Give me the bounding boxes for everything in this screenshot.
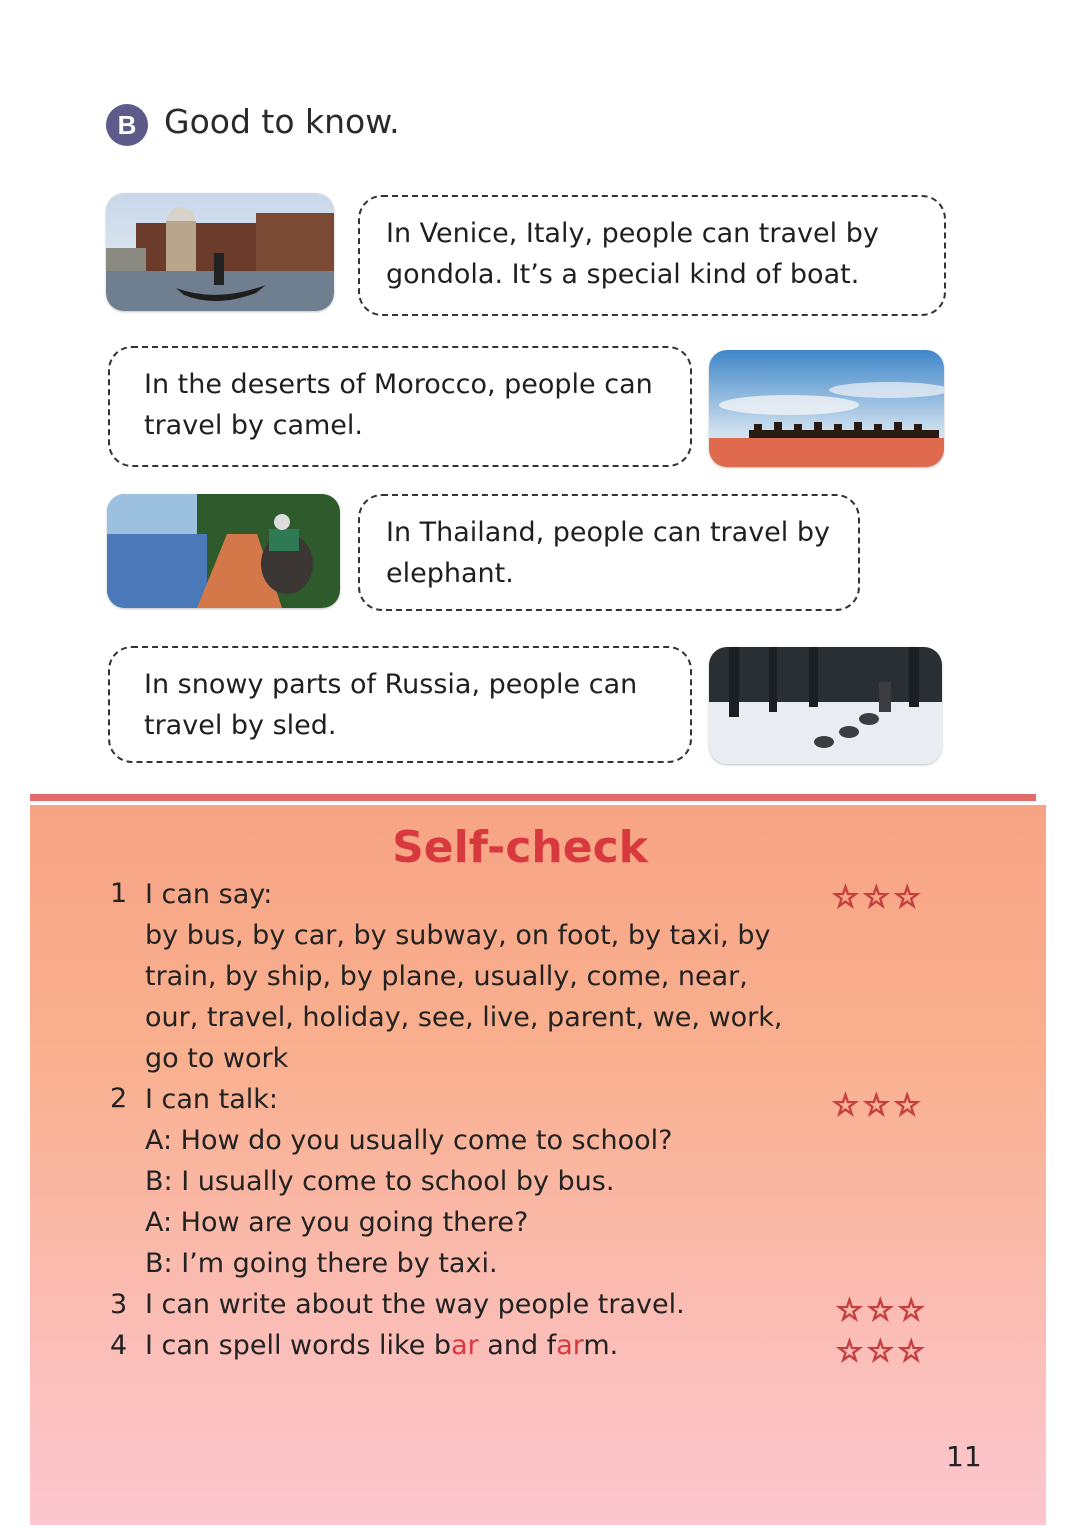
self-check-row-2 bbox=[145, 1079, 672, 1284]
row-number: 1 bbox=[110, 878, 128, 909]
star-rating-2[interactable] bbox=[832, 1088, 925, 1123]
note-venice bbox=[358, 195, 946, 316]
section-badge: B bbox=[106, 104, 148, 146]
row-number: 2 bbox=[110, 1083, 128, 1114]
star-icon: ☆☆☆ bbox=[836, 1334, 929, 1369]
note-russia bbox=[108, 646, 692, 763]
row-line: B: I’m going there by taxi. bbox=[145, 1248, 498, 1279]
elephant-photo bbox=[107, 494, 340, 608]
self-check-row-4 bbox=[145, 1325, 618, 1366]
note-line: gondola. It’s a special kind of boat. bbox=[386, 259, 860, 290]
highlight-ar: ar bbox=[451, 1330, 479, 1361]
star-icon: ☆☆☆ bbox=[832, 880, 925, 915]
row-number: 4 bbox=[110, 1330, 128, 1361]
row-number: 3 bbox=[110, 1289, 128, 1320]
note-line: In Venice, Italy, people can travel by bbox=[386, 218, 879, 249]
star-rating-3[interactable] bbox=[836, 1293, 929, 1328]
star-icon: ☆☆☆ bbox=[836, 1293, 929, 1328]
row-line: A: How are you going there? bbox=[145, 1207, 529, 1238]
note-line: travel by camel. bbox=[144, 410, 363, 441]
section-title: Good to know. bbox=[164, 102, 400, 141]
self-check-row-3 bbox=[145, 1284, 685, 1325]
self-check-divider bbox=[30, 794, 1036, 801]
note-line: In Thailand, people can travel by bbox=[386, 517, 830, 548]
row-text: m. bbox=[583, 1330, 619, 1361]
star-rating-1[interactable] bbox=[832, 880, 925, 915]
camel-caravan-photo bbox=[709, 350, 944, 467]
row-line: I can say: bbox=[145, 879, 273, 910]
row-text: I can spell words like b bbox=[145, 1330, 452, 1361]
note-line: elephant. bbox=[386, 558, 514, 589]
row-line: I can talk: bbox=[145, 1084, 278, 1115]
row-line: A: How do you usually come to school? bbox=[145, 1125, 673, 1156]
gondola-photo bbox=[106, 193, 334, 311]
row-line: go to work bbox=[145, 1043, 289, 1074]
note-morocco bbox=[108, 346, 692, 467]
note-thailand bbox=[358, 494, 860, 611]
highlight-ar: ar bbox=[556, 1330, 584, 1361]
self-check-row-1 bbox=[145, 874, 783, 1079]
row-line: train, by ship, by plane, usually, come, near, bbox=[145, 961, 748, 992]
row-line: B: I usually come to school by bus. bbox=[145, 1166, 615, 1197]
page-number: 11 bbox=[946, 1440, 982, 1473]
star-rating-4[interactable] bbox=[836, 1334, 929, 1369]
row-line: by bus, by car, by subway, on foot, by taxi, by bbox=[145, 920, 771, 951]
row-line: I can write about the way people travel. bbox=[145, 1289, 685, 1320]
note-line: travel by sled. bbox=[144, 710, 337, 741]
row-line: our, travel, holiday, see, live, parent, we, work, bbox=[145, 1002, 783, 1033]
row-text: and f bbox=[478, 1330, 557, 1361]
note-line: In the deserts of Morocco, people can bbox=[144, 369, 653, 400]
note-line: In snowy parts of Russia, people can bbox=[144, 669, 638, 700]
self-check-title: Self-check bbox=[392, 822, 648, 873]
dog-sled-photo bbox=[709, 647, 942, 764]
star-icon: ☆☆☆ bbox=[832, 1088, 925, 1123]
